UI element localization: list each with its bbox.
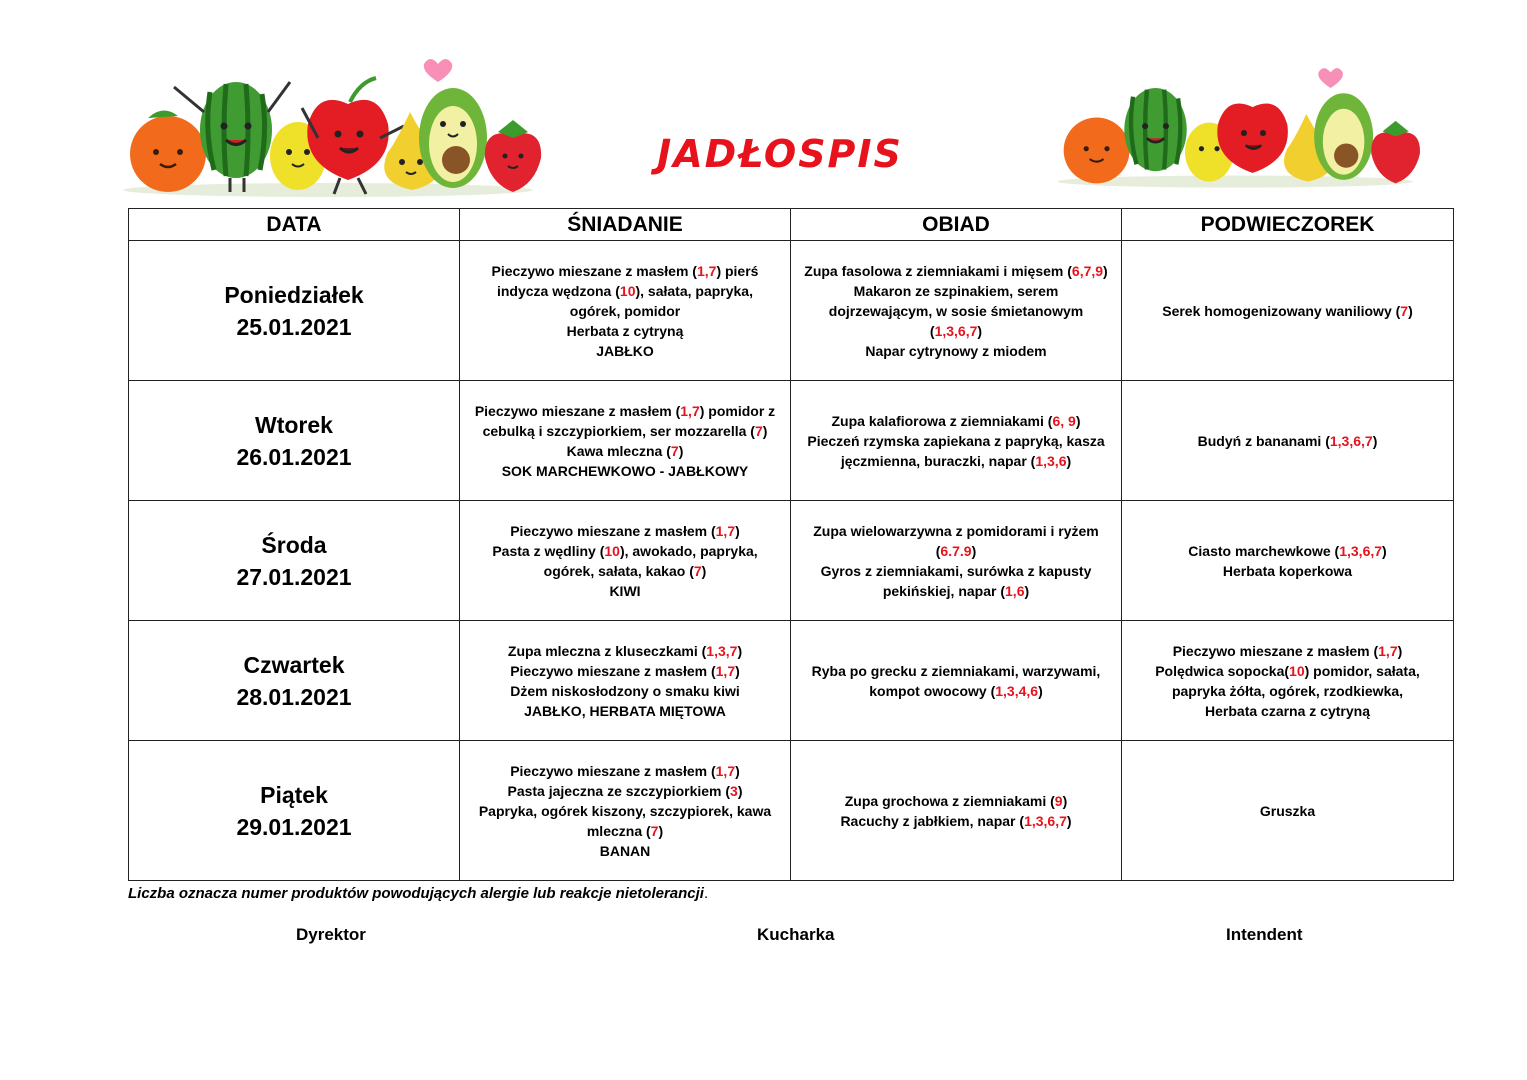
lunch-text: dojrzewającym, w sosie śmietanowym [828, 302, 1084, 319]
fruits-illustration-left [118, 52, 542, 202]
lunch-line [799, 541, 1113, 561]
breakfast-text: Dżem niskosłodzony o smaku kiwi [510, 682, 740, 699]
lunch-text: ) [971, 542, 977, 559]
breakfast-line [468, 801, 782, 821]
breakfast-text: ) [735, 522, 740, 539]
day-date: 25.01.2021 [236, 313, 352, 340]
snack-text: ) [1382, 542, 1387, 559]
breakfast-line [468, 761, 782, 781]
breakfast-text: Kawa mleczna ( [566, 442, 671, 459]
breakfast-text: ogórek, sałata, kakao ( [543, 562, 694, 579]
breakfast-text: Pieczywo mieszane z masłem ( [510, 662, 716, 679]
breakfast-line [468, 421, 782, 441]
breakfast-text: ) [735, 662, 740, 679]
breakfast-line [468, 841, 782, 861]
allergen-number: 1,3,6,7 [934, 322, 978, 339]
allergen-number: 7 [650, 822, 659, 839]
allergen-number: 10 [619, 282, 636, 299]
snack-line [1130, 561, 1445, 581]
day-date: 27.01.2021 [236, 563, 352, 590]
snack-text: papryka żółta, ogórek, rzodkiewka, [1171, 682, 1404, 699]
breakfast-text: Pieczywo mieszane z masłem ( [510, 762, 716, 779]
allergen-number: 1,7 [715, 522, 736, 539]
allergen-number: 6.7.9 [940, 542, 972, 559]
allergen-number: 1,3,7 [706, 642, 738, 659]
breakfast-text: KIWI [609, 582, 641, 599]
breakfast-line [468, 781, 782, 801]
allergen-number: 9 [1054, 792, 1063, 809]
allergen-number: 1,6 [1005, 582, 1025, 599]
breakfast-line [468, 441, 782, 461]
breakfast-cell [460, 241, 791, 381]
day-cell [129, 501, 460, 621]
day-name: Piątek [260, 781, 328, 808]
lunch-text: ) [1038, 682, 1043, 699]
day-date: 29.01.2021 [236, 813, 352, 840]
lunch-line [799, 681, 1113, 701]
footnote-period: . [703, 885, 709, 902]
lunch-text: kompot owocowy ( [869, 682, 996, 699]
breakfast-cell [460, 621, 791, 741]
lunch-cell [791, 241, 1122, 381]
signature-director: Dyrektor [296, 925, 366, 944]
day-name: Wtorek [255, 411, 333, 438]
allergen-number: 1,3,4,6 [995, 682, 1039, 699]
lunch-text: jęczmienna, buraczki, napar ( [840, 452, 1036, 469]
snack-text: ) pomidor, sałata, [1304, 662, 1420, 679]
breakfast-text: ) pierś [716, 262, 759, 279]
snack-line [1130, 541, 1445, 561]
breakfast-text: ) [737, 642, 743, 659]
snack-line [1130, 801, 1445, 821]
lunch-cell [791, 501, 1122, 621]
allergen-number: 10 [1289, 662, 1305, 679]
day-cell [129, 621, 460, 741]
breakfast-line [468, 641, 782, 661]
lunch-line [799, 261, 1113, 281]
lunch-text: Zupa fasolowa z ziemniakami i mięsem ( [804, 262, 1072, 279]
snack-line [1130, 681, 1445, 701]
lunch-text: Makaron ze szpinakiem, serem [853, 282, 1059, 299]
breakfast-text: Pieczywo mieszane z masłem ( [474, 402, 681, 419]
header-breakfast: ŚNIADANIE [460, 209, 791, 241]
snack-text: Ciasto marchewkowe ( [1188, 542, 1340, 559]
lunch-line [799, 321, 1113, 341]
lunch-text: Zupa kalafiorowa z ziemniakami ( [831, 412, 1053, 429]
breakfast-cell [460, 501, 791, 621]
lunch-line [799, 561, 1113, 581]
lunch-text: ( [935, 542, 941, 559]
lunch-cell [791, 741, 1122, 881]
allergen-number: 1,7 [1378, 642, 1398, 659]
lunch-text: ( [929, 322, 935, 339]
lunch-line [799, 301, 1113, 321]
menu-table [128, 208, 1454, 881]
snack-cell [1122, 241, 1454, 381]
allergen-number: 1,3,6,7 [1024, 812, 1067, 829]
allergen-number: 1,7 [715, 762, 736, 779]
snack-text: Pieczywo mieszane z masłem ( [1172, 642, 1379, 659]
snack-cell [1122, 381, 1454, 501]
table-row [129, 241, 1454, 381]
lunch-line [799, 451, 1113, 471]
allergen-number: 7 [670, 442, 679, 459]
breakfast-text: Papryka, ogórek kiszony, szczypiorek, kawa [478, 802, 772, 819]
breakfast-text: Pasta z wędliny ( [492, 542, 605, 559]
snack-text: Herbata czarna z cytryną [1205, 702, 1370, 719]
allergen-number: 1,3,6,7 [1329, 432, 1373, 449]
day-name: Poniedziałek [224, 281, 364, 308]
snack-text: ) [1408, 302, 1413, 319]
lunch-line [799, 791, 1113, 811]
snack-line [1130, 431, 1445, 451]
allergen-number: 7 [754, 422, 763, 439]
breakfast-text: mleczna ( [586, 822, 651, 839]
snack-text: ) [1397, 642, 1403, 659]
header-date: DATA [129, 209, 460, 241]
allergen-number: 1,7 [680, 402, 700, 419]
breakfast-text: ) pomidor z [699, 402, 776, 419]
breakfast-text: Pieczywo mieszane z masłem ( [491, 262, 697, 279]
allergen-number: 1,3,6 [1035, 452, 1067, 469]
snack-text: Herbata koperkowa [1222, 562, 1353, 579]
lunch-line [799, 411, 1113, 431]
breakfast-text: cebulką i szczypiorkiem, ser mozzarella ( [482, 422, 755, 439]
lunch-text: Zupa grochowa z ziemniakami ( [844, 792, 1055, 809]
snack-cell [1122, 621, 1454, 741]
breakfast-line [468, 521, 782, 541]
lunch-text: Gyros z ziemniakami, surówka z kapusty [820, 562, 1092, 579]
breakfast-text: Pasta jajeczna ze szczypiorkiem ( [507, 782, 731, 799]
breakfast-text: Zupa mleczna z kluseczkami ( [507, 642, 707, 659]
lunch-text: Zupa wielowarzywna z pomidorami i ryżem [813, 522, 1099, 539]
breakfast-text: ), sałata, papryka, [635, 282, 753, 299]
breakfast-line [468, 321, 782, 341]
breakfast-text: SOK MARCHEWKOWO - JABŁKOWY [501, 462, 749, 479]
day-date: 28.01.2021 [236, 683, 352, 710]
day-name: Czwartek [243, 651, 345, 678]
signature-steward: Intendent [1226, 925, 1303, 944]
signature-cook: Kucharka [757, 925, 835, 944]
breakfast-line [468, 461, 782, 481]
lunch-text: Napar cytrynowy z miodem [865, 342, 1047, 359]
allergen-number: 7 [693, 562, 702, 579]
breakfast-cell [460, 741, 791, 881]
lunch-text: ) [1103, 262, 1108, 279]
breakfast-text: ) [658, 822, 664, 839]
snack-text: Serek homogenizowany waniliowy ( [1162, 302, 1401, 319]
breakfast-line [468, 661, 782, 681]
snack-text: ) [1372, 432, 1378, 449]
lunch-cell [791, 381, 1122, 501]
snack-line [1130, 641, 1445, 661]
breakfast-line [468, 541, 782, 561]
breakfast-text: ) [735, 762, 740, 779]
table-header-row [129, 209, 1454, 241]
snack-line [1130, 301, 1445, 321]
breakfast-line [468, 401, 782, 421]
breakfast-text: JABŁKO, HERBATA MIĘTOWA [524, 702, 726, 719]
lunch-text: ) [977, 322, 983, 339]
table-row [129, 381, 1454, 501]
lunch-text: pekińskiej, napar ( [882, 582, 1006, 599]
fruits-illustration-right [1046, 62, 1428, 192]
allergen-number: 1,3,6,7 [1339, 542, 1383, 559]
breakfast-text: Pieczywo mieszane z masłem ( [510, 522, 716, 539]
breakfast-text: Herbata z cytryną [566, 322, 684, 339]
breakfast-text: ) [737, 782, 743, 799]
lunch-text: ) [1062, 792, 1068, 809]
snack-line [1130, 661, 1445, 681]
allergen-footnote-text: Liczba oznacza numer produktów powodujących alergie lub reakcje nietolerancji [128, 885, 704, 902]
breakfast-text: ) [678, 442, 684, 459]
allergen-number: 7 [1400, 302, 1409, 319]
lunch-cell [791, 621, 1122, 741]
allergen-number: 6, 9 [1052, 412, 1076, 429]
allergen-number: 1,7 [696, 262, 717, 279]
day-cell [129, 741, 460, 881]
snack-text: Polędwica sopocka( [1155, 662, 1290, 679]
table-row [129, 621, 1454, 741]
breakfast-line [468, 301, 782, 321]
breakfast-text: ogórek, pomidor [569, 302, 681, 319]
lunch-line [799, 521, 1113, 541]
day-cell [129, 241, 460, 381]
breakfast-text: JABŁKO [596, 342, 654, 359]
breakfast-text: ) [762, 422, 768, 439]
breakfast-line [468, 341, 782, 361]
breakfast-line [468, 821, 782, 841]
breakfast-line [468, 581, 782, 601]
lunch-text: Pieczeń rzymska zapiekana z papryką, kasza [807, 432, 1105, 449]
breakfast-line [468, 561, 782, 581]
allergen-footnote [128, 885, 708, 902]
lunch-line [799, 581, 1113, 601]
header-snack: PODWIECZOREK [1122, 209, 1454, 241]
breakfast-text: ) [701, 562, 707, 579]
breakfast-line [468, 701, 782, 721]
breakfast-text: indycza wędzona ( [496, 282, 620, 299]
breakfast-line [468, 261, 782, 281]
breakfast-text: BANAN [599, 842, 651, 859]
snack-line [1130, 701, 1445, 721]
allergen-number: 3 [730, 782, 738, 799]
lunch-line [799, 811, 1113, 831]
table-row [129, 741, 1454, 881]
lunch-line [799, 431, 1113, 451]
lunch-text: ) [1066, 452, 1072, 469]
lunch-line [799, 281, 1113, 301]
page-title: JADŁOSPIS [657, 132, 903, 176]
allergen-number: 6,7,9 [1071, 262, 1104, 279]
lunch-line [799, 661, 1113, 681]
snack-cell [1122, 501, 1454, 621]
lunch-line [799, 341, 1113, 361]
breakfast-line [468, 281, 782, 301]
breakfast-line [468, 681, 782, 701]
allergen-number: 1,7 [715, 662, 736, 679]
lunch-text: ) [1024, 582, 1030, 599]
lunch-text: Ryba po grecku z ziemniakami, warzywami, [811, 662, 1101, 679]
table-row [129, 501, 1454, 621]
lunch-text: ) [1066, 812, 1072, 829]
allergen-number: 10 [604, 542, 620, 559]
lunch-text: Racuchy z jabłkiem, napar ( [840, 812, 1025, 829]
lunch-text: ) [1075, 412, 1081, 429]
breakfast-cell [460, 381, 791, 501]
breakfast-text: ), awokado, papryka, [619, 542, 758, 559]
snack-text: Budyń z bananami ( [1197, 432, 1330, 449]
snack-text: Gruszka [1259, 802, 1316, 819]
day-date: 26.01.2021 [236, 443, 352, 470]
day-name: Środa [261, 531, 327, 558]
snack-cell [1122, 741, 1454, 881]
day-cell [129, 381, 460, 501]
header-lunch: OBIAD [791, 209, 1122, 241]
